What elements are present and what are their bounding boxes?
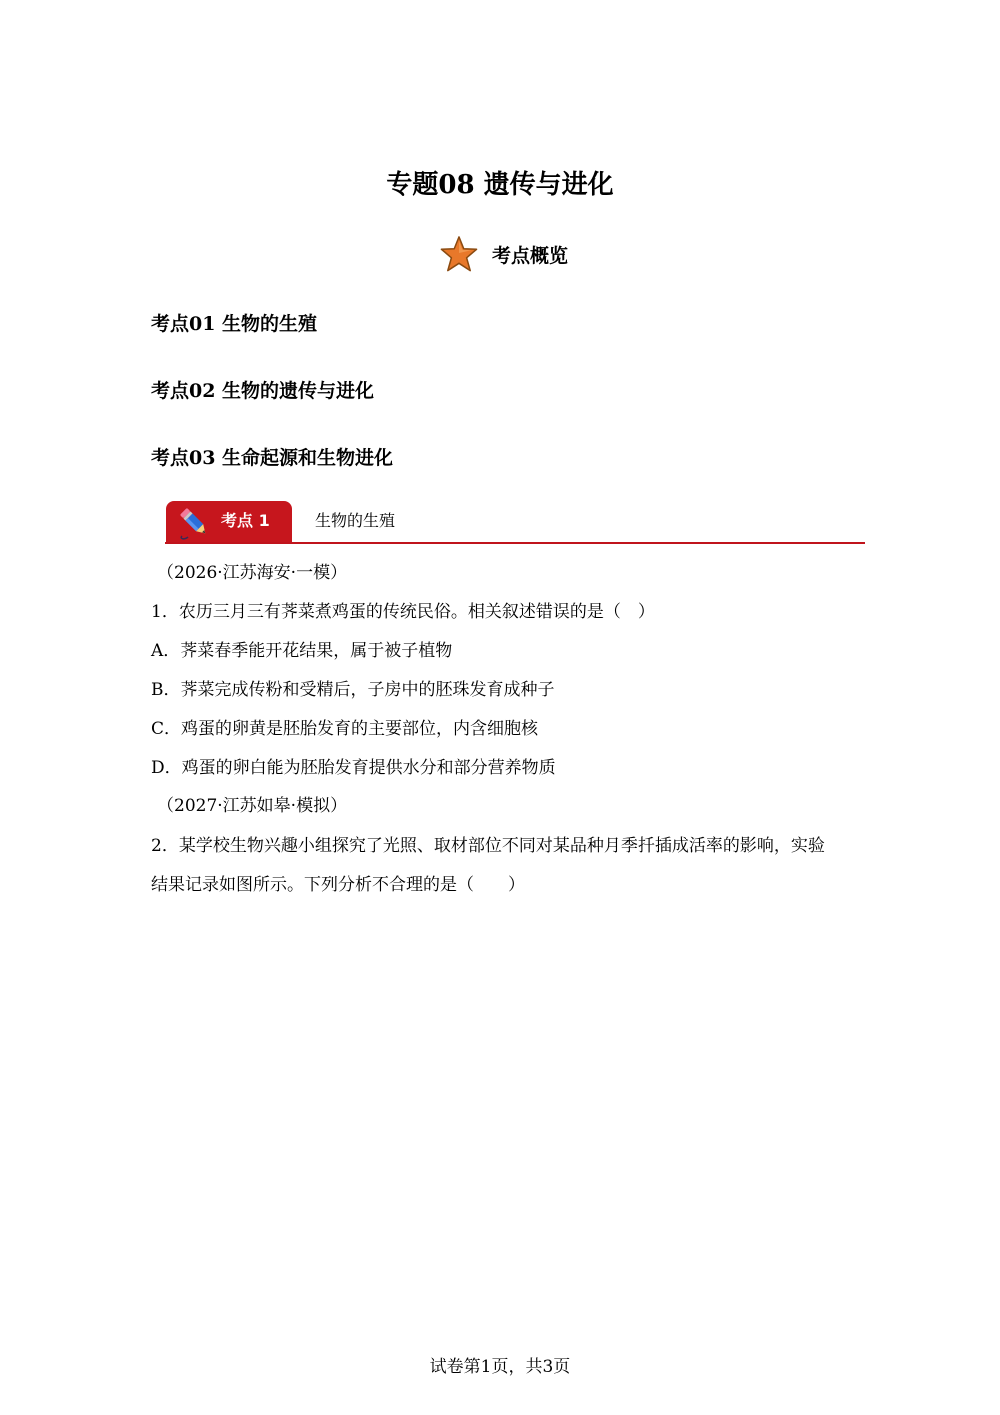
overview-heading [440, 234, 568, 274]
question-1-option-a: A．荠菜春季能开花结果，属于被子植物 [151, 641, 453, 661]
question-1-stem: 1．农历三月三有荠菜煮鸡蛋的传统民俗。相关叙述错误的是（ ） [151, 602, 655, 622]
star-icon [440, 235, 478, 273]
topic-item-01: 考点01 生物的生殖 [151, 313, 318, 335]
topic-item-03: 考点03 生命起源和生物进化 [151, 447, 394, 469]
topic-item-02: 考点02 生物的遗传与进化 [151, 380, 375, 402]
page-footer: 试卷第1页，共3页 [429, 1357, 571, 1377]
question-1-source: （2026·江苏海安·一模） [157, 563, 348, 583]
question-2-source: （2027·江苏如皋·模拟） [157, 796, 348, 816]
question-1-option-d: D．鸡蛋的卵白能为胚胎发育提供水分和部分营养物质 [151, 758, 556, 778]
overview-label: 考点概览 [492, 244, 569, 267]
question-1-option-c: C．鸡蛋的卵黄是胚胎发育的主要部位，内含细胞核 [151, 719, 539, 739]
pencil-icon [176, 503, 212, 541]
section-title: 生物的生殖 [315, 511, 396, 530]
section-header [165, 501, 865, 544]
document-title: 专题08 遗传与进化 [386, 170, 614, 200]
section-divider [165, 542, 865, 544]
question-2-stem-line-2: 结果记录如图所示。下列分析不合理的是（ ） [151, 875, 525, 895]
question-1-option-b: B．荠菜完成传粉和受精后，子房中的胚珠发育成种子 [151, 680, 555, 700]
question-2-stem-line-1: 2．某学校生物兴趣小组探究了光照、取材部位不同对某品种月季扦插成活率的影响，实验 [151, 836, 825, 856]
section-badge-label: 考点 1 [221, 511, 270, 530]
section-badge [166, 501, 292, 542]
